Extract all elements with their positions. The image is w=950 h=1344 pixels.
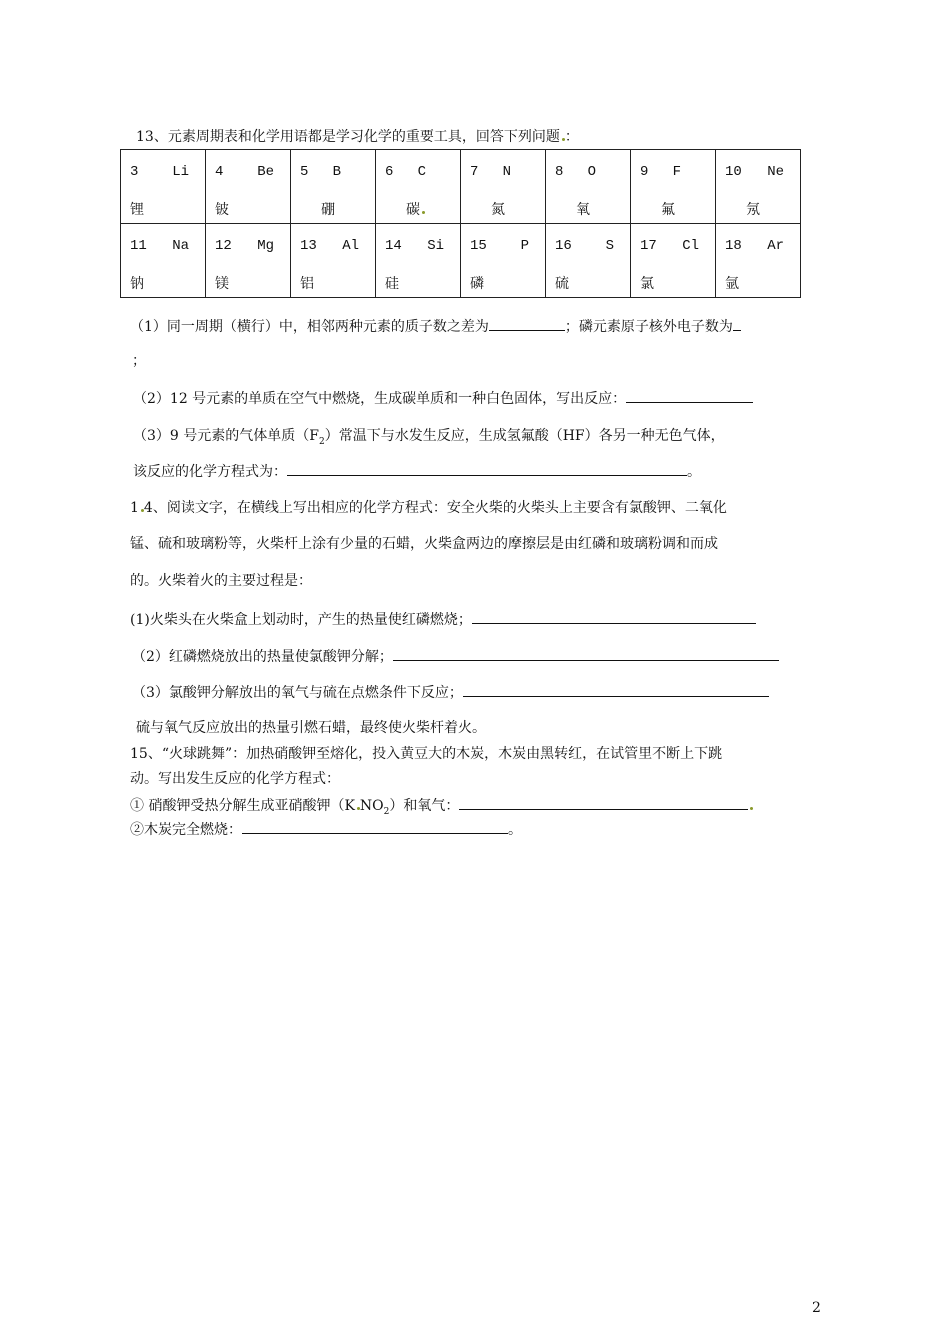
- element-cell: 6 C 碳: [376, 150, 461, 224]
- answer-blank[interactable]: [393, 645, 779, 661]
- question-14-line-1: 1 4、阅读文字，在横线上写出相应的化学方程式：安全火柴的火柴头上主要含有氯酸钾、二氧化: [130, 500, 727, 516]
- answer-blank[interactable]: [472, 608, 756, 624]
- q15-item-2: ②木炭完全燃烧： 。: [130, 818, 522, 839]
- question-14-line-2: 锰、硫和玻璃粉等，火柴杆上涂有少量的石蜡，火柴盒两边的摩擦层是由红磷和玻璃粉调和而成: [130, 536, 718, 552]
- q14-step-2: （2）红磷燃烧放出的热量使氯酸钾分解；: [132, 645, 779, 666]
- element-cell: 9 F 氟: [631, 150, 716, 224]
- element-cell: 12 Mg 镁: [206, 224, 291, 298]
- answer-blank[interactable]: [242, 818, 508, 834]
- q14-step-1: (1)火柴头在火柴盒上划动时，产生的热量使红磷燃烧；: [130, 608, 756, 629]
- answer-blank[interactable]: [489, 315, 565, 331]
- q13-part-1: （1）同一周期（横行）中，相邻两种元素的质子数之差为 ；磷元素原子核外电子数为: [130, 315, 741, 336]
- periodic-table-row-1: [121, 150, 801, 224]
- mark-dot: [422, 211, 425, 214]
- mark-dot: [750, 807, 753, 810]
- element-cell: 15 P 磷: [461, 224, 546, 298]
- element-cell: 7 N 氮: [461, 150, 546, 224]
- answer-blank[interactable]: [459, 794, 748, 810]
- element-cell: 3 Li 锂: [121, 150, 206, 224]
- element-cell: 17 Cl 氯: [631, 224, 716, 298]
- element-cell: 18 Ar 氩: [716, 224, 801, 298]
- element-cell: 11 Na 钠: [121, 224, 206, 298]
- q15-item-1: ① 硝酸钾受热分解生成亚硝酸钾（K $NO_2$）和氧气：: [130, 794, 753, 817]
- element-cell: 4 Be 铍: [206, 150, 291, 224]
- question-14-line-3: 的。火柴着火的主要过程是：: [130, 573, 312, 589]
- answer-blank[interactable]: [287, 460, 687, 476]
- q13-part-3-formula: 该反应的化学方程式为： 。: [133, 460, 701, 481]
- element-cell: 10 Ne 氖: [716, 150, 801, 224]
- question-13-title: 13、元素周期表和化学用语都是学习化学的重要工具，回答下列问题 ：: [136, 129, 579, 145]
- periodic-table-row-2: [121, 224, 801, 298]
- element-cell: 8 O 氧: [546, 150, 631, 224]
- element-cell: 5 B 硼: [291, 150, 376, 224]
- periodic-table: [120, 149, 801, 298]
- question-15-line-2: 动。写出发生反应的化学方程式：: [130, 771, 340, 787]
- element-cell: 14 Si 硅: [376, 224, 461, 298]
- page-number: 2: [812, 1300, 821, 1316]
- element-cell: 16 S 硫: [546, 224, 631, 298]
- q14-step-3: （3）氯酸钾分解放出的氧气与硫在点燃条件下反应；: [132, 681, 769, 702]
- q13-part-3: （3）9 号元素的气体单质$(F_2)$常温下与水发生反应，生成氢氟酸（HF）各另一种无色气体，: [133, 428, 725, 447]
- answer-blank[interactable]: [626, 387, 753, 403]
- element-cell: 13 Al 铝: [291, 224, 376, 298]
- q14-step-4: 硫与氧气反应放出的热量引燃石蜡，最终使火柴杆着火。: [136, 720, 486, 736]
- q13-part-1-end: ；: [132, 353, 146, 369]
- answer-blank[interactable]: [463, 681, 769, 697]
- answer-blank[interactable]: [733, 315, 741, 331]
- question-15-line-1: 15、“火球跳舞”：加热硝酸钾至熔化，投入黄豆大的木炭，木炭由黑转红，在试管里不断上下跳: [130, 746, 723, 762]
- q13-part-2: （2）12 号元素的单质在空气中燃烧，生成碳单质和一种白色固体，写出反应：: [133, 387, 753, 408]
